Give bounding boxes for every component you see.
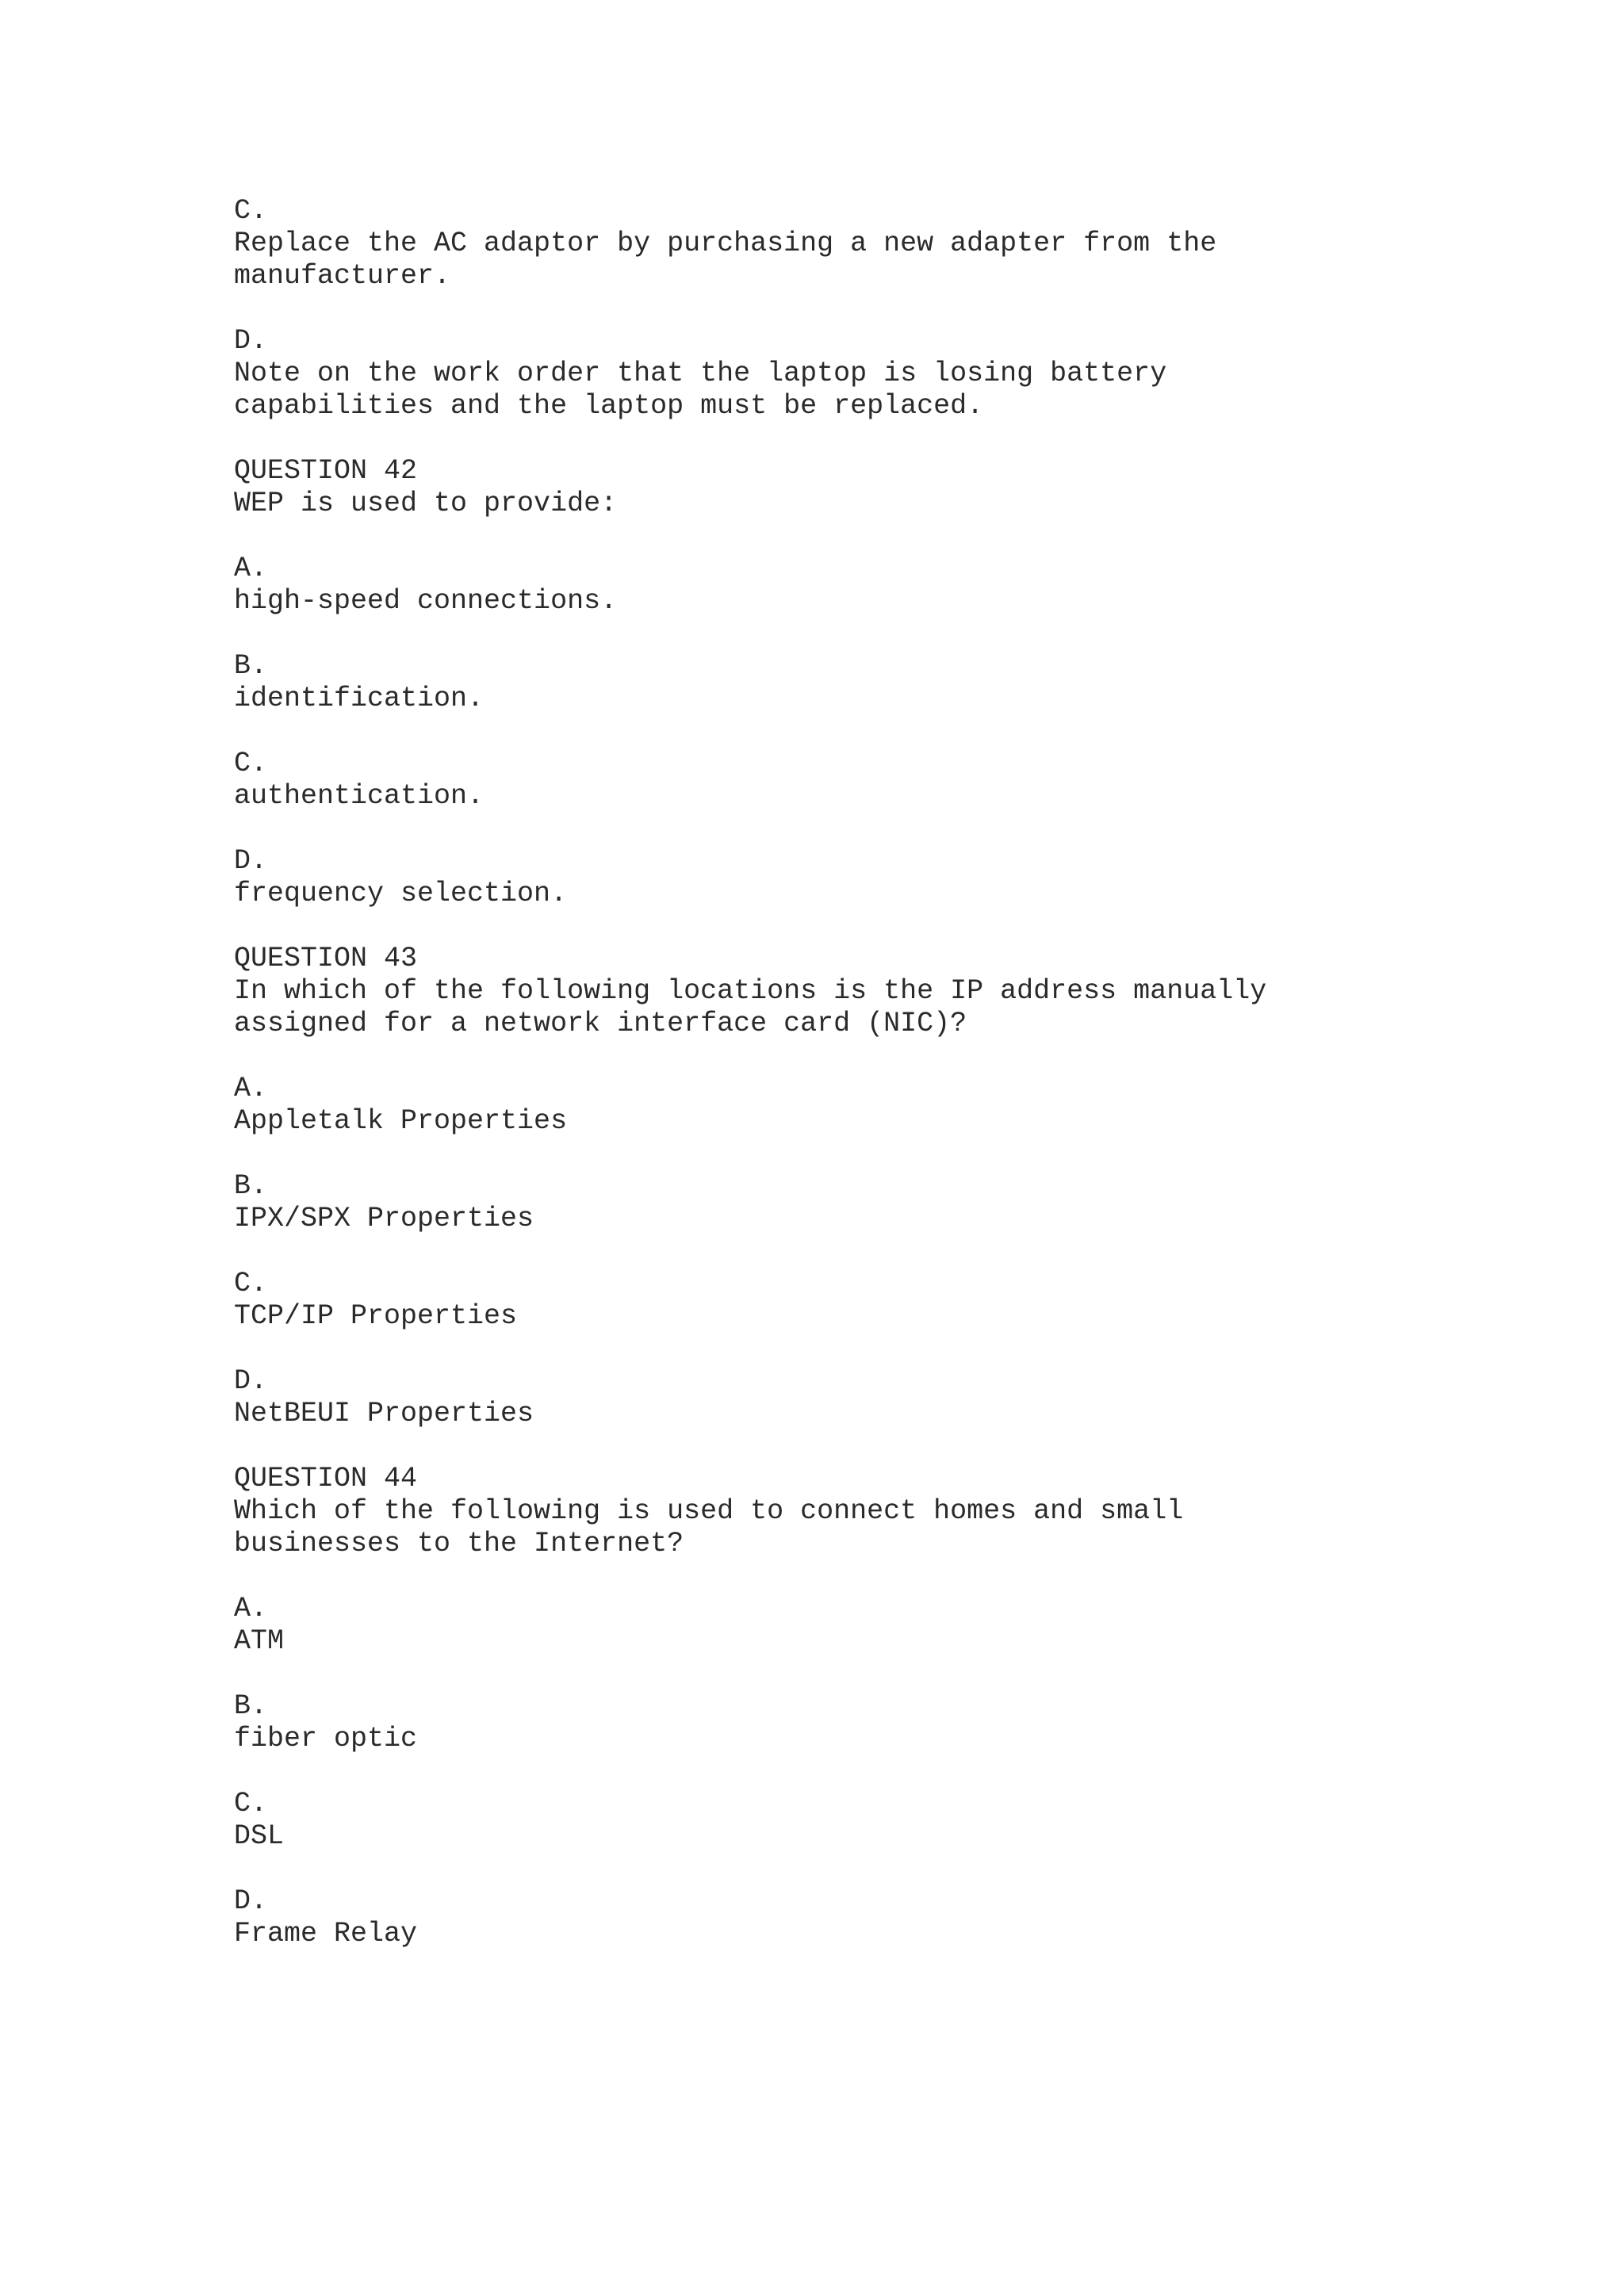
option-text: ATM (234, 1625, 285, 1657)
question-43 (234, 943, 1582, 1430)
option-d (234, 1365, 1582, 1430)
option-text: frequency selection. (234, 878, 568, 909)
option-letter: B. (234, 1170, 268, 1202)
previous-question-options (234, 195, 1582, 423)
option-text: NetBEUI Properties (234, 1398, 534, 1429)
option-d (234, 845, 1582, 910)
option-letter: B. (234, 650, 268, 682)
option-a (234, 1073, 1582, 1138)
option-a (234, 553, 1582, 618)
question-42 (234, 455, 1582, 910)
question-text: Which of the following is used to connect homes and small (234, 1495, 1184, 1527)
document-content (234, 195, 1582, 1983)
option-letter: D. (234, 1365, 268, 1397)
option-d (234, 325, 1582, 423)
option-text: high-speed connections. (234, 585, 618, 617)
option-a (234, 1593, 1582, 1658)
question-header (234, 1463, 1582, 1560)
option-b (234, 1170, 1582, 1235)
option-letter: C. (234, 1268, 268, 1299)
option-c (234, 1788, 1582, 1853)
option-b (234, 650, 1582, 715)
option-text: IPX/SPX Properties (234, 1203, 534, 1234)
option-c (234, 1268, 1582, 1333)
option-text: Frame Relay (234, 1918, 418, 1950)
option-letter: D. (234, 1885, 268, 1917)
option-text: DSL (234, 1820, 285, 1852)
question-text: assigned for a network interface card (NIC)? (234, 1008, 967, 1039)
option-letter: B. (234, 1690, 268, 1722)
option-letter: A. (234, 1593, 268, 1624)
option-text: authentication. (234, 780, 485, 812)
option-text: manufacturer. (234, 260, 451, 292)
question-number: QUESTION 44 (234, 1463, 418, 1494)
option-text: Note on the work order that the laptop is losing battery (234, 358, 1167, 389)
option-letter: C. (234, 1788, 268, 1820)
option-c (234, 195, 1582, 293)
question-text: WEP is used to provide: (234, 488, 618, 519)
question-header (234, 455, 1582, 520)
option-text: fiber optic (234, 1723, 418, 1755)
option-text: Replace the AC adaptor by purchasing a new adapter from the (234, 228, 1217, 259)
question-number: QUESTION 43 (234, 943, 418, 974)
option-text: TCP/IP Properties (234, 1300, 518, 1332)
option-b (234, 1690, 1582, 1755)
option-d (234, 1885, 1582, 1950)
option-letter: A. (234, 553, 268, 584)
question-44 (234, 1463, 1582, 1950)
question-number: QUESTION 42 (234, 455, 418, 487)
option-letter: A. (234, 1073, 268, 1104)
option-text: Appletalk Properties (234, 1105, 568, 1137)
option-c (234, 748, 1582, 813)
question-text: businesses to the Internet? (234, 1528, 684, 1559)
option-text: identification. (234, 683, 485, 714)
option-letter: C. (234, 748, 268, 779)
option-letter: D. (234, 845, 268, 877)
question-header (234, 943, 1582, 1040)
option-letter: C. (234, 195, 268, 227)
option-text: capabilities and the laptop must be replaced. (234, 390, 984, 422)
question-text: In which of the following locations is the IP address manually (234, 975, 1267, 1007)
option-letter: D. (234, 325, 268, 357)
